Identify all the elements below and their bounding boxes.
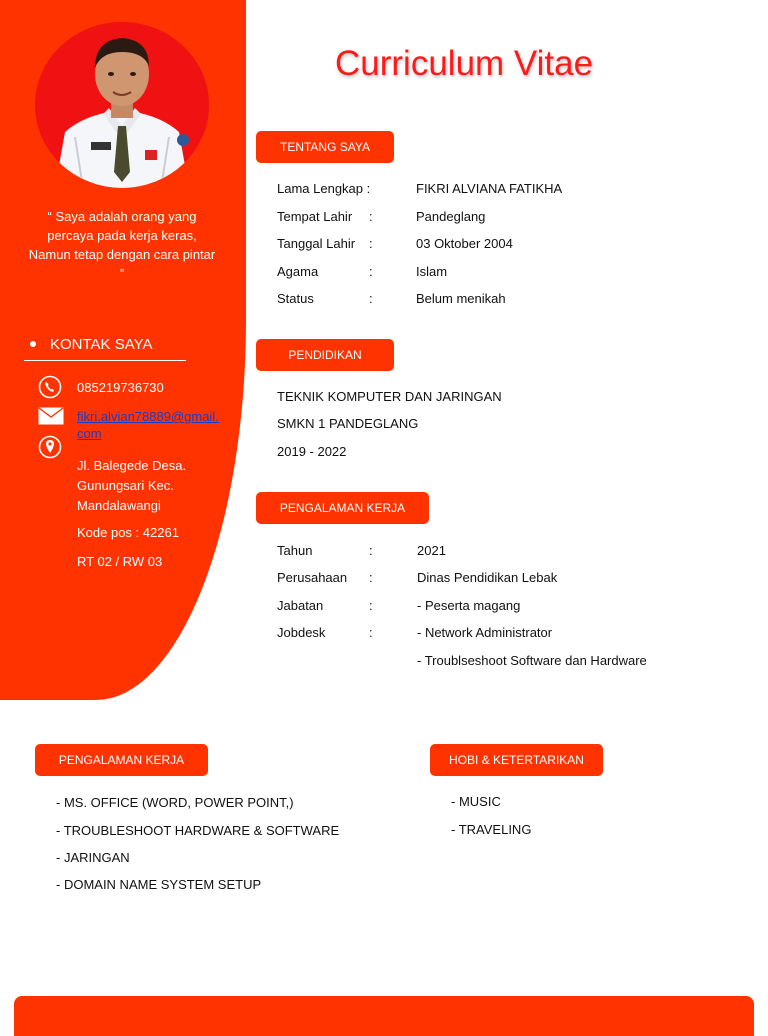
work-colon: :: [369, 598, 373, 613]
education-heading: PENDIDIKAN: [256, 339, 394, 371]
about-label: Tanggal Lahir: [277, 236, 356, 251]
about-colon: :: [369, 209, 373, 224]
skill-item: - MS. OFFICE (WORD, POWER POINT,): [56, 795, 294, 810]
work-label: Jabatan: [277, 598, 324, 613]
work-value: - Troublseshoot Software dan Hardware: [417, 653, 647, 668]
profile-photo: [35, 22, 209, 188]
hobby-item: - TRAVELING: [451, 822, 532, 837]
work-value: 2021: [417, 543, 446, 558]
address-line: Mandalawangi: [77, 498, 161, 513]
work-colon: :: [369, 625, 373, 640]
about-value: Islam: [416, 264, 448, 279]
hobbies-heading: HOBI & KETERTARIKAN: [430, 744, 603, 776]
about-label: Agama: [277, 264, 319, 279]
footer-bar: [14, 996, 754, 1036]
work-label: Tahun: [277, 543, 313, 558]
contact-heading-label: KONTAK SAYA: [50, 336, 153, 353]
about-label: Lama Lengkap :: [277, 181, 371, 196]
about-colon: :: [369, 291, 373, 306]
skill-item: - DOMAIN NAME SYSTEM SETUP: [56, 877, 262, 892]
page-title: Curriculum Vitae: [335, 44, 594, 83]
work-label: Jobdesk: [277, 625, 326, 640]
skill-item: - TROUBLESHOOT HARDWARE & SOFTWARE: [56, 823, 340, 838]
about-value: 03 Oktober 2004: [416, 236, 513, 251]
phone-icon: [38, 375, 62, 399]
email-line-2[interactable]: com: [77, 426, 102, 441]
work-heading: PENGALAMAN KERJA: [256, 492, 429, 524]
about-value: Belum menikah: [416, 291, 506, 306]
about-heading: TENTANG SAYA: [256, 131, 394, 163]
work-colon: :: [369, 570, 373, 585]
hobby-item: - MUSIC: [451, 794, 501, 809]
work-colon: :: [369, 543, 373, 558]
work-value: - Peserta magang: [417, 598, 521, 613]
work-value: - Network Administrator: [417, 625, 553, 640]
mail-icon: [38, 407, 62, 425]
phone-number: 085219736730: [77, 380, 164, 395]
education-line: TEKNIK KOMPUTER DAN JARINGAN: [277, 389, 502, 404]
skill-item: - JARINGAN: [56, 850, 130, 865]
postal-code: Kode pos : 42261: [77, 525, 179, 540]
skills-heading: PENGALAMAN KERJA: [35, 744, 208, 776]
work-label: Perusahaan: [277, 570, 348, 585]
rt-rw: RT 02 / RW 03: [77, 554, 163, 569]
education-line: 2019 - 2022: [277, 444, 347, 459]
bullet-icon: [30, 341, 36, 347]
about-label: Status: [277, 291, 314, 306]
about-value: FIKRI ALVIANA FATIKHA: [416, 181, 563, 196]
education-line: SMKN 1 PANDEGLANG: [277, 416, 419, 431]
work-value: Dinas Pendidikan Lebak: [417, 570, 558, 585]
person-illustration: [35, 22, 209, 188]
contact-heading: [24, 336, 186, 361]
about-label: Tempat Lahir: [277, 209, 353, 224]
about-value: Pandeglang: [416, 209, 486, 224]
email-link[interactable]: [77, 408, 219, 442]
location-icon: [38, 435, 62, 459]
address-line: Jl. Balegede Desa.: [77, 458, 187, 473]
personal-quote: “ Saya adalah orang yang percaya pada kerja keras, Namun tetap dengan cara pintar ”: [28, 209, 216, 281]
email-line-1[interactable]: fikri.alvian78889@gmail.: [77, 409, 219, 424]
address-line: Gunungsari Kec.: [77, 478, 174, 493]
address: [77, 456, 186, 516]
about-colon: :: [369, 236, 373, 251]
about-colon: :: [369, 264, 373, 279]
